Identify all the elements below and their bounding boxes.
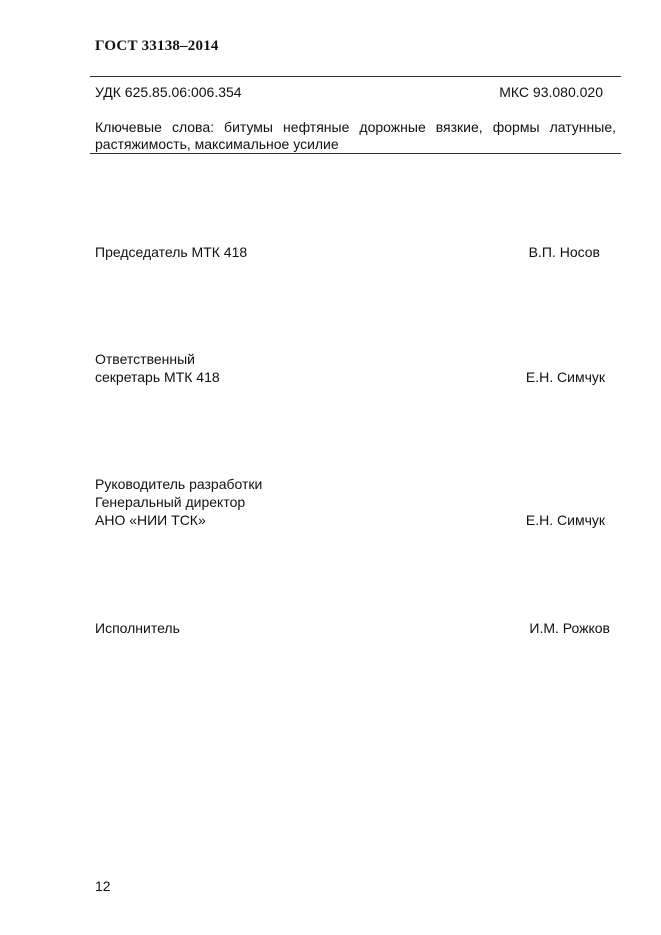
signature-executor xyxy=(95,619,610,637)
udk-code: УДК 625.85.06:006.354 xyxy=(95,84,242,100)
signature-name: Е.Н. Симчук xyxy=(525,369,605,385)
signature-role-line: Генеральный директор xyxy=(95,494,246,510)
top-divider xyxy=(90,76,621,77)
signature-role-line: секретарь МТК 418 xyxy=(95,369,220,385)
signature-role xyxy=(95,475,262,529)
keywords-text: Ключевые слова: битумы нефтяные дорожные вязкие, формы латунные, растяжимость, максимальное усилие xyxy=(95,119,616,152)
bottom-divider xyxy=(90,153,621,154)
signature-secretary xyxy=(95,350,605,386)
signature-role-line: Руководитель разработки xyxy=(95,476,263,492)
signature-role-line: Исполнитель xyxy=(95,620,180,636)
signature-role-line: Ответственный xyxy=(95,351,195,367)
signature-role-line: АНО «НИИ ТСК» xyxy=(95,512,206,528)
signature-role xyxy=(95,619,180,637)
signature-role xyxy=(95,350,220,386)
standard-code: ГОСТ 33138–2014 xyxy=(95,38,219,54)
signature-name: В.П. Носов xyxy=(528,244,600,260)
mks-code: МКС 93.080.020 xyxy=(499,84,603,100)
signature-name: И.М. Рожков xyxy=(529,620,610,636)
signature-role xyxy=(95,243,247,261)
page-number: 12 xyxy=(95,878,111,894)
signature-chairman xyxy=(95,243,605,261)
signature-role-line: Председатель МТК 418 xyxy=(95,244,248,260)
signature-name: Е.Н. Симчук xyxy=(525,512,605,528)
signature-development-head xyxy=(95,475,605,529)
